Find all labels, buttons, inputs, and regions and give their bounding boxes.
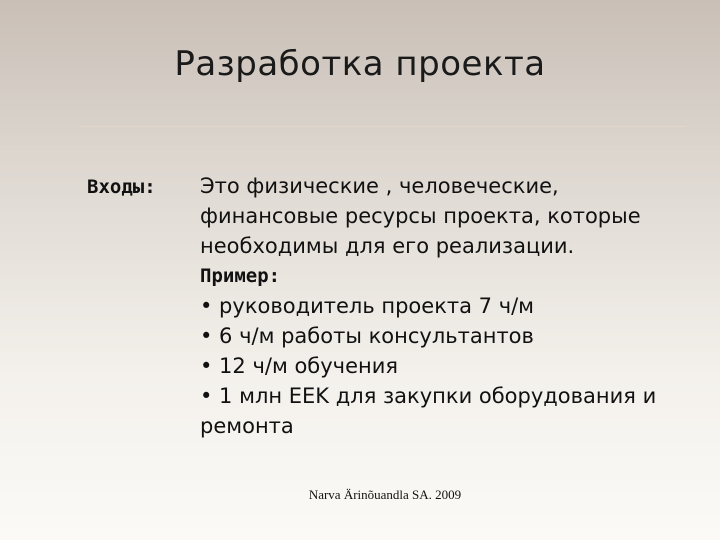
footer-credit: Narva Ärinõuandla SA. 2009: [308, 487, 462, 502]
inputs-label: Входы:: [87, 176, 156, 198]
inputs-description: [200, 171, 680, 441]
title-divider: [80, 126, 686, 127]
description-line: необходимы для его реализации.: [200, 234, 575, 258]
example-item: • руководитель проекта 7 ч/м: [200, 294, 535, 318]
example-item: • 12 ч/м обучения: [200, 354, 399, 378]
example-item: • 6 ч/м работы консультантов: [200, 324, 534, 348]
example-item-continuation: ремонта: [200, 414, 294, 438]
example-item: • 1 млн EEK для закупки оборудования и: [200, 384, 657, 408]
example-label: Пример:: [200, 265, 281, 287]
description-line: финансовые ресурсы проекта, которые: [200, 204, 641, 228]
slide-title: Разработка проекта: [174, 44, 546, 84]
description-line: Это физические , человеческие,: [200, 174, 559, 198]
